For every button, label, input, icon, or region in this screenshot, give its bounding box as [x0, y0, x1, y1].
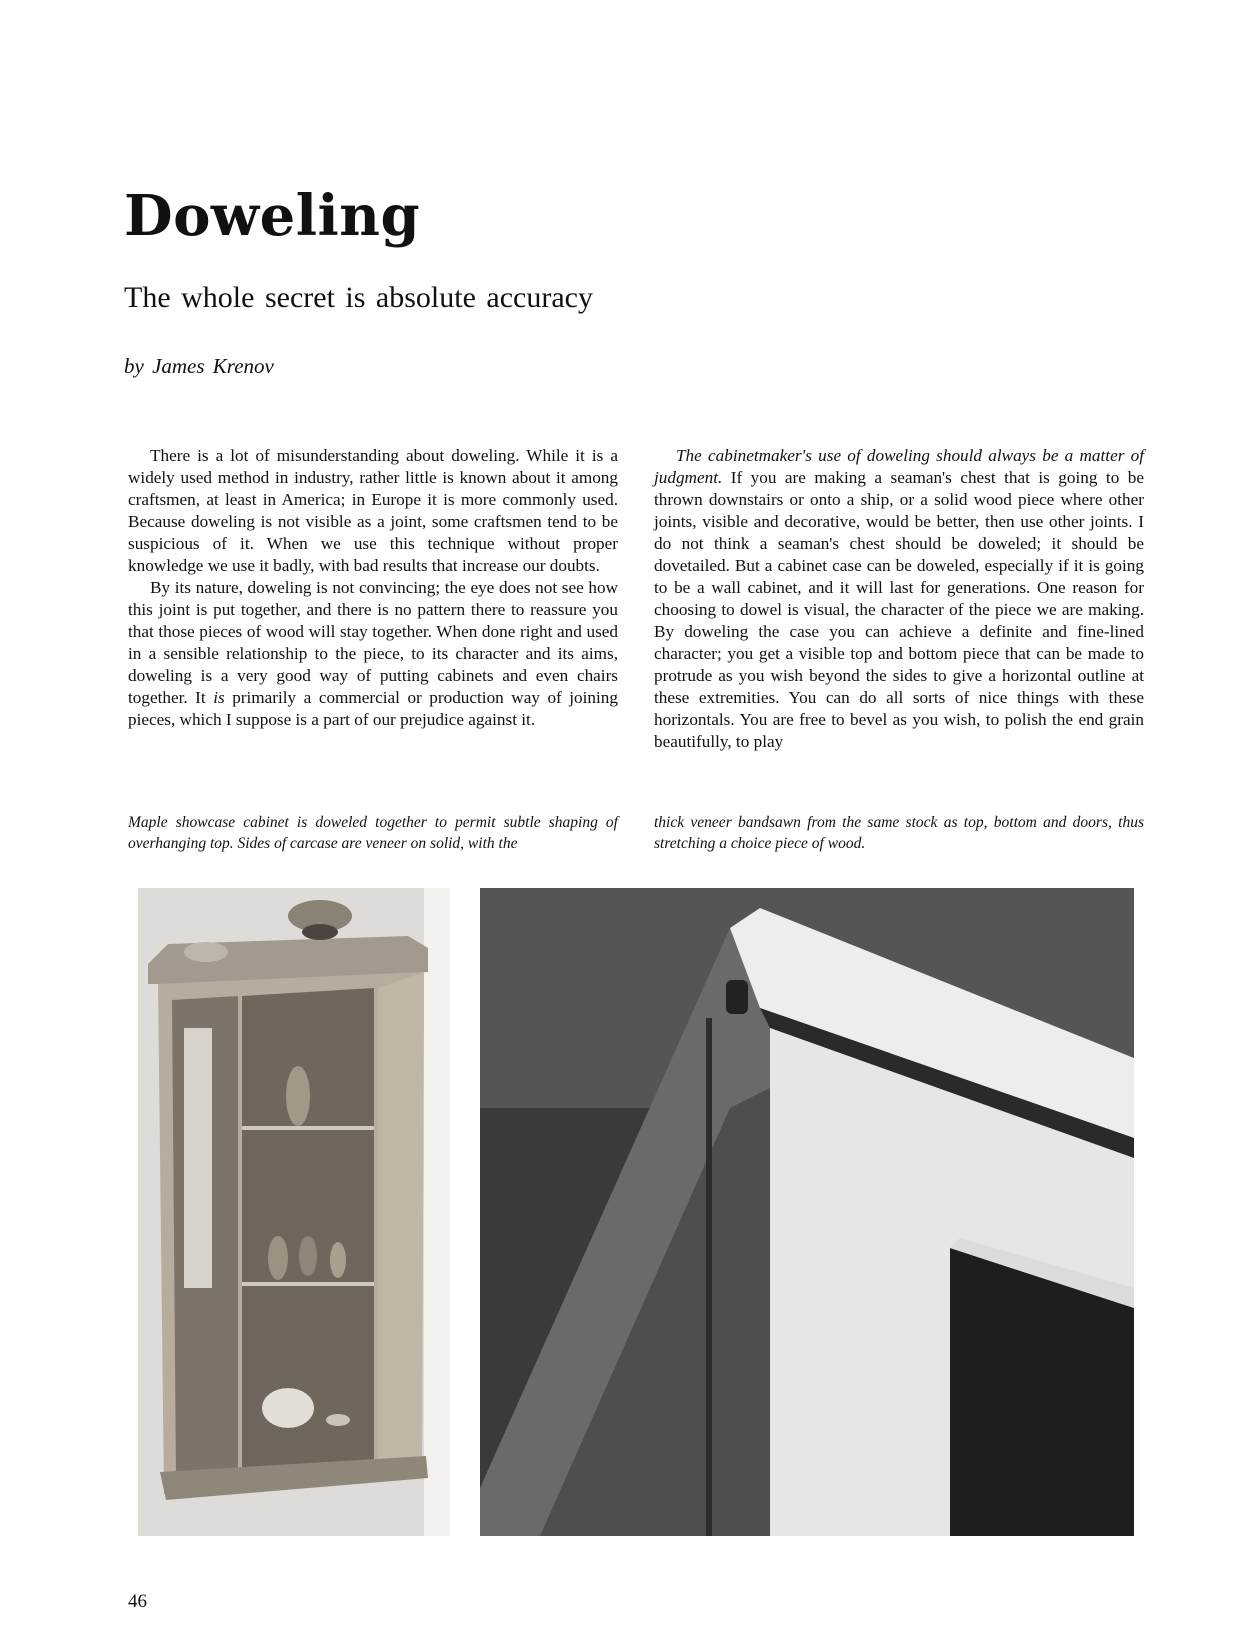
- corner-detail-illustration: [480, 888, 1134, 1536]
- page-number: 46: [128, 1591, 147, 1612]
- body-text: If you are making a seaman's chest that is going to be thrown downstairs or onto a ship, or a solid wood piece where other joints, visible and decorative, would be better, then use other joints. I do not think a seaman's chest should be doweled; it should be dovetailed. But a cabinet case can be doweled, especially if it is going to be a wall cabinet, and it will last for generations. One reason for choosing to dowel is visual, the character of the piece we are making. By doweling the case you can achieve a definite and fine-lined character; you get a visible top and bottom piece that can be made to protrude as you wish beyond the sides to give a horizontal outline at these extremities. You can do all sorts of nice things with these horizontals. You are free to bevel as you wish, to polish the end grain beautifully, to play: [654, 468, 1144, 751]
- body-column-right: [654, 445, 1144, 753]
- body-text: By its nature, doweling is not convincing; the eye does not see how this joint is put together, and there is no pattern there to reassure you that those pieces of wood will stay together. When done right and used in a sensible relationship to the piece, to its character and its aims, doweling is a very good way of putting cabinets and even chairs together. It: [128, 578, 618, 707]
- photo-caption-left: Maple showcase cabinet is doweled together to permit subtle shaping of overhanging top. Sides of carcase are veneer on solid, with the: [128, 814, 618, 852]
- photo-caption-right: thick veneer bandsawn from the same stock as top, bottom and doors, thus stretching a choice piece of wood.: [654, 814, 1144, 852]
- body-paragraph: There is a lot of misunderstanding about doweling. While it is a widely used method in industry, rather little is known about it among craftsmen, at least in America; in Europe it is more commonly used. Because doweling is not visible as a joint, some craftsmen tend to be suspicious of it. When we use this technique without proper knowledge we use it badly, with bad results that increase our doubts.: [128, 446, 618, 575]
- cabinet-illustration: [138, 888, 450, 1536]
- body-text: primarily a commercial or production way of joining pieces, which I suppose is a part of our prejudice against it.: [128, 688, 618, 729]
- cabinet-photo: [138, 888, 450, 1536]
- body-paragraph: [128, 577, 618, 731]
- article-title: Doweling: [124, 183, 421, 249]
- body-column-left: [128, 445, 618, 731]
- emphasis-text: is: [213, 688, 225, 707]
- article-subtitle: The whole secret is absolute accuracy: [124, 281, 593, 314]
- lead-in-text: The cabinetmaker's use of doweling should always be a matter of judgment.: [654, 446, 1144, 487]
- corner-detail-photo: [480, 888, 1134, 1536]
- article-byline: by James Krenov: [124, 354, 274, 378]
- body-paragraph: [654, 445, 1144, 753]
